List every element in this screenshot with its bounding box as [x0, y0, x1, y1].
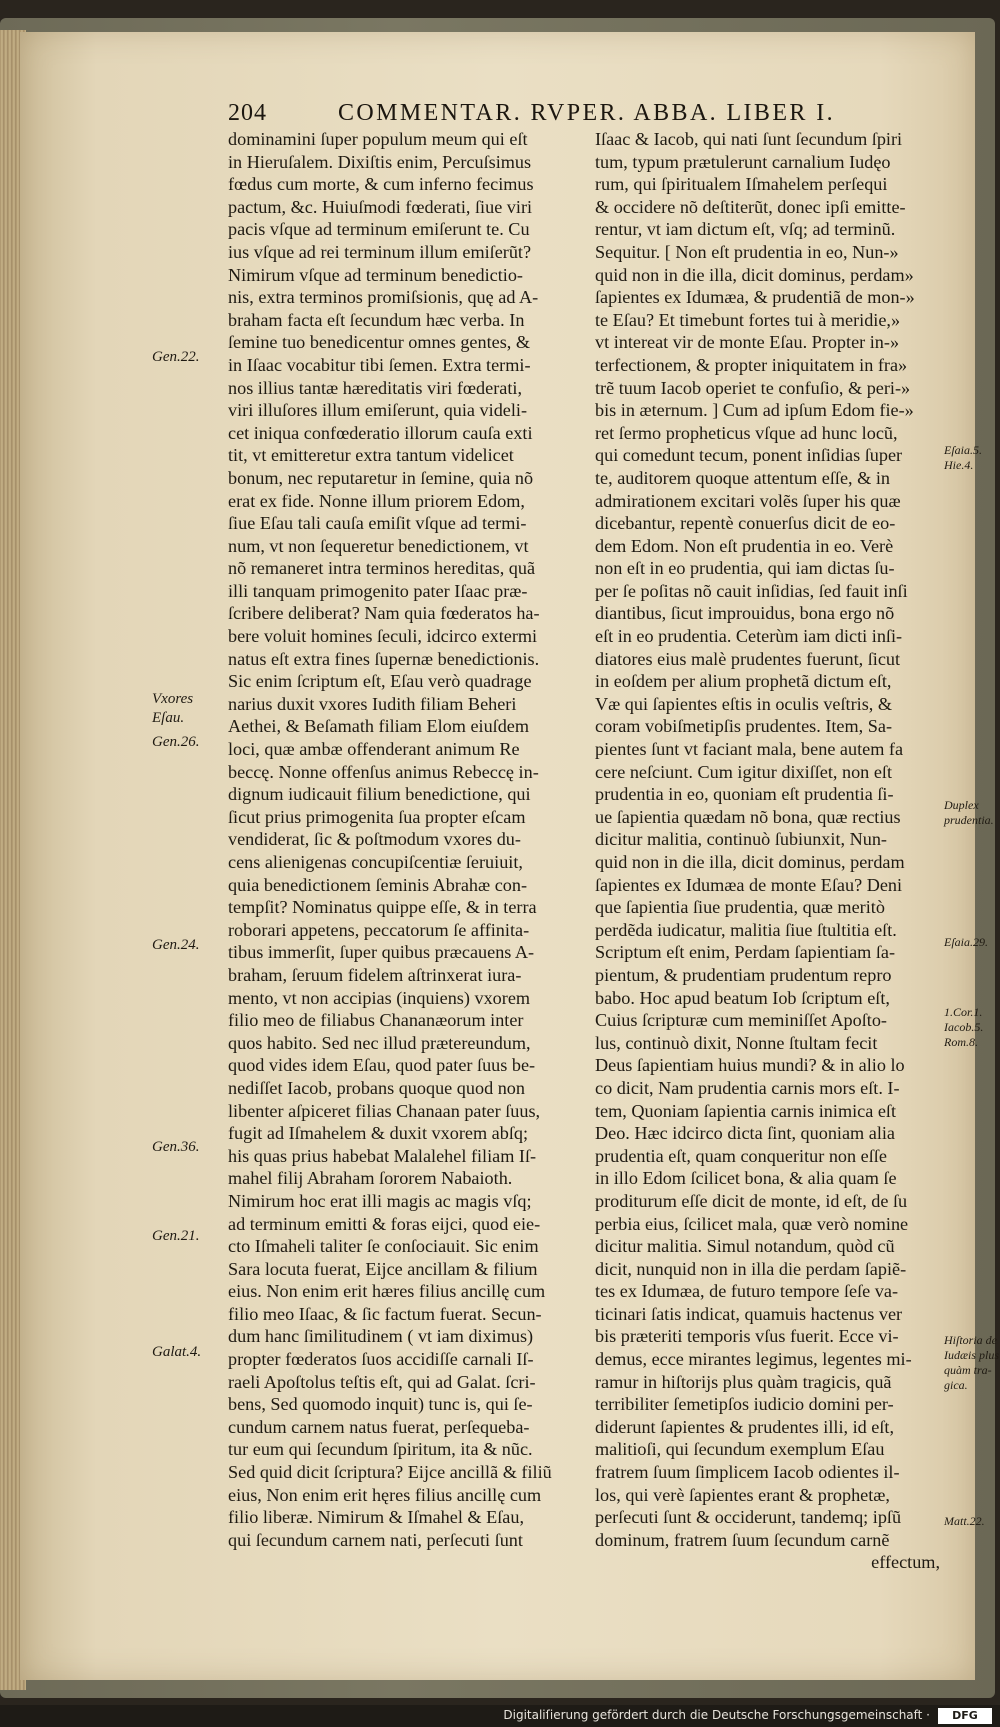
- text-line: co dicit, Nam prudentia carnis mors eſt. I-: [595, 1077, 900, 1098]
- text-line: pientum, & prudentiam prudentum repro: [595, 964, 892, 985]
- text-line: tempſit? Nominatus quippe eſſe, & in terra: [228, 897, 537, 918]
- text-line: perſecuti ſunt & occiderunt, tandemq; ipſũ: [595, 1507, 902, 1528]
- running-head: COMMENTAR. RVPER. ABBA. LIBER I.: [338, 100, 835, 126]
- text-line: dignum iudicauit filium benedictione, qui: [228, 784, 531, 805]
- text-line: cundum carnem natus fuerat, perſequeba-: [228, 1416, 530, 1437]
- text-line: prudentia in eo, quoniam eſt prudentia ſi-: [595, 784, 894, 805]
- text-line: in illo Edom ſcilicet bona, & alia quam ſe: [595, 1168, 897, 1189]
- text-line: eius, Non enim erit hęres filius ancillę cum: [228, 1484, 542, 1505]
- text-line: mahel filij Abraham ſororem Nabaioth.: [228, 1168, 513, 1189]
- text-line: raeli Apoſtolus teſtis eſt, qui ad Galat. ſcri-: [228, 1371, 536, 1392]
- text-line: Sara locuta fuerat, Eijce ancillam & filium: [228, 1258, 538, 1279]
- text-line: braham facta eſt ſecundum hæc verba. In: [228, 309, 525, 330]
- text-line: demus, ecce mirantes legimus, legentes mi-: [595, 1349, 912, 1370]
- text-line: cto Iſmaheli taliter ſe conſociauit. Sic enim: [228, 1236, 539, 1257]
- text-line: quid non in die illa, dicit dominus, perdam»: [595, 264, 914, 285]
- text-line: lus, continuò dixit, Nonne ſtultam fecit: [595, 1032, 878, 1053]
- text-line: bis in æternum. ] Cum ad ipſum Edom fie-»: [595, 400, 914, 421]
- text-line: trẽ tuum Iacob operiet te confuſio, & peri-»: [595, 377, 911, 398]
- text-line: Deus ſapientiam huius mundi? & in alio lo: [595, 1055, 905, 1076]
- margin-note-gen-26: Gen.26.: [152, 734, 200, 750]
- text-line: num, vt non ſequeretur benedictionem, vt: [228, 535, 529, 556]
- text-line: ad terminum emitti & foras eijci, quod eie-: [228, 1213, 541, 1234]
- text-line: que ſapientia ſiue prudentia, quæ meritò: [595, 897, 885, 918]
- text-line: tes ex Idumæa, de futuro tempore ſeſe va-: [595, 1281, 899, 1302]
- text-line: qui ſecundum carnem nati, perſecuti ſunt: [228, 1529, 523, 1550]
- text-line: nos illius tantæ hæreditatis viri fœderati,: [228, 377, 522, 398]
- text-line: dum hanc ſimilitudinem ( vt iam diximus): [228, 1326, 534, 1347]
- text-line: bis præteriti temporis vſus fuerit. Ecce vi-: [595, 1326, 899, 1347]
- text-line: dicitur malitia, continuò ſubiunxit, Nun-: [595, 829, 887, 850]
- text-line: ſiue Eſau tali cauſa emiſit vſque ad termi-: [228, 513, 527, 534]
- text-line: fugit ad Iſmahelem & duxit vxorem abſq;: [228, 1123, 529, 1144]
- text-line: erat ex fide. Nonne illum priorem Edom,: [228, 490, 525, 511]
- text-line: terribiliter ſemetipſos iudicio domini per-: [595, 1394, 894, 1415]
- text-line: admirationem excitari volẽs ſuper his quæ: [595, 490, 901, 511]
- text-line: narius duxit vxores Iudith filiam Beheri: [228, 693, 517, 714]
- text-line: in Hieruſalem. Dixiſtis enim, Percuſsimus: [228, 151, 532, 172]
- text-line: eſt in eo prudentia. Ceterùm iam dicti inſi-: [595, 626, 903, 647]
- text-line: los, qui verè ſapientes erant & prophetæ,: [595, 1484, 890, 1505]
- margin-note-gen-24: Gen.24.: [152, 937, 200, 953]
- text-line: malitioſi, qui ſecundum exemplum Eſau: [595, 1439, 885, 1460]
- left-text-column: [228, 128, 570, 1551]
- text-line: prudentia eſt, quam conqueritur non eſſe: [595, 1145, 887, 1166]
- text-line: dominamini ſuper populum meum qui eſt: [228, 129, 528, 149]
- text-line: Deo. Hæc idcirco dicta ſint, quoniam alia: [595, 1123, 896, 1144]
- margin-note-gen-21: Gen.21.: [152, 1228, 200, 1244]
- text-line: Nimirum vſque ad terminum benedictio-: [228, 264, 523, 285]
- text-line: fratrem ſuum ſimplicem Iacob odientes il-: [595, 1462, 900, 1483]
- text-line: dicit, nunquid non in illa die perdam ſapiẽ-: [595, 1258, 907, 1279]
- margin-note-cor-iacob-rom: 1.Cor.1. Iacob.5. Rom.8.: [944, 1005, 984, 1049]
- text-line: te, auditorem quoque attentum eſſe, & in: [595, 467, 890, 488]
- text-line: quod vides idem Eſau, quod pater ſuus be-: [228, 1055, 536, 1076]
- text-line: beccę. Nonne offenſus animus Rebeccę in-: [228, 761, 539, 782]
- margin-note-galat-4: Galat.4.: [152, 1344, 202, 1360]
- text-line: coram vobiſmetipſis prudentes. Item, Sa-: [595, 716, 892, 737]
- text-line: loci, quæ ambæ offenderant animum Re: [228, 739, 520, 760]
- text-line: quia benedictionem ſeminis Abrahæ con-: [228, 874, 528, 895]
- margin-note-vxores-esau: Vxores Eſau.: [152, 691, 194, 726]
- margin-note-gen-36: Gen.36.: [152, 1139, 200, 1155]
- margin-note-esaia-hie: Eſaia.5. Hie.4.: [944, 443, 982, 472]
- text-line: effectum,: [871, 1552, 940, 1573]
- text-line: ue ſapientia quædam nõ bona, quæ rectius: [595, 806, 901, 827]
- text-line: quid non in die illa, dicit dominus, perdam: [595, 852, 905, 872]
- text-line: libenter aſpiceret filias Chanaan pater ſuus,: [228, 1100, 541, 1121]
- text-line: tit, vt emitteretur extra tantum videlicet: [228, 445, 514, 466]
- text-line: perdẽda iudicatur, malitia ſiue ſtultitia eſt.: [595, 919, 897, 940]
- right-text-column: [595, 128, 950, 1574]
- footer-bar: [0, 1705, 1000, 1727]
- text-line: ius vſque ad rei terminum illum emiſerũt?: [228, 241, 532, 262]
- text-line: tum, typum prætulerunt carnalium Iudęo: [595, 151, 891, 172]
- text-line: Sed quid dicit ſcriptura? Eijce ancillã & filiũ: [228, 1462, 552, 1483]
- text-line: ſapientes ex Idumæa de monte Eſau? Deni: [595, 874, 903, 895]
- text-line: ſapientes ex Idumæa, & prudentiã de mon-»: [595, 287, 915, 308]
- text-line: mento, vt non accipias (inquiens) vxorem: [228, 987, 531, 1008]
- text-line: te Eſau? Et timebunt fortes tui à meridie,»: [595, 309, 901, 330]
- text-line: Scriptum eſt enim, Perdam ſapientiam ſa-: [595, 942, 896, 963]
- page-number: 204: [228, 100, 267, 126]
- text-line: Aethei, & Beſamath filiam Elom eiuſdem: [228, 716, 530, 737]
- text-line: ramur in hiſtorijs plus quàm tragicis, quã: [595, 1371, 892, 1392]
- text-line: cens alienigenas concupiſcentiæ ſeruiuit,: [228, 852, 523, 872]
- text-line: illi tanquam primogenito pater Iſaac præ-: [228, 580, 528, 601]
- text-line: filio meo de filiabus Chananæorum inter: [228, 1010, 524, 1031]
- text-line: dominum, fratrem ſuum ſecundum carnẽ: [595, 1529, 890, 1550]
- text-line: viri illuſores illum emiſerunt, quia videli-: [228, 400, 528, 421]
- text-line: nediſſet Iacob, probans quoque quod non: [228, 1077, 525, 1098]
- text-line: in eoſdem per alium prophetã dictum eſt,: [595, 671, 892, 692]
- text-line: nis, extra terminos promiſsionis, quę ad A-: [228, 287, 539, 308]
- text-line: perbia eius, ſcilicet mala, quæ verò nomine: [595, 1213, 909, 1234]
- text-line: propter fœderatos ſuos accidiſſe carnali Iſ-: [228, 1349, 534, 1370]
- text-line: in Iſaac vocabitur tibi ſemen. Extra termi-: [228, 354, 531, 375]
- text-line: rum, qui ſpiritualem Iſmahelem perſequi: [595, 174, 888, 195]
- text-line: rentur, vt iam dictum eſt, vſq; ad terminũ.: [595, 219, 896, 240]
- text-line: Cuius ſcripturæ cum meminiſſet Apoſto-: [595, 1010, 887, 1031]
- text-line: pientes ſunt vt faciant mala, bene autem fa: [595, 739, 904, 760]
- text-line: vt intereat vir de monte Eſau. Propter in-»: [595, 332, 900, 353]
- text-line: vendiderat, ſic & poſtmodum vxores du-: [228, 829, 521, 850]
- digitization-credit: Digitaliſierung gefördert durch die Deutsche Forschungsgemeinschaft ·: [503, 1708, 930, 1722]
- text-line: babo. Hoc apud beatum Iob ſcriptum eſt,: [595, 987, 890, 1008]
- text-line: bere voluit homines ſeculi, idcirco extermi: [228, 626, 538, 647]
- text-line: proditurum eſſe dicit de monte, id eſt, de ſu: [595, 1190, 908, 1211]
- text-line: non eſt in eo prudentia, qui iam dictas ſu-: [595, 558, 895, 579]
- text-line: qui comedunt tecum, ponent inſidias ſuper: [595, 445, 903, 466]
- text-line: his quas prius habebat Malalehel filiam Iſ-: [228, 1145, 537, 1166]
- margin-note-gen-22: Gen.22.: [152, 349, 200, 365]
- text-line: cet iniqua confœderatio illorum cauſa exti: [228, 422, 533, 443]
- text-line: Sequitur. [ Non eſt prudentia in eo, Nun-»: [595, 241, 899, 262]
- text-line: dem Edom. Non eſt prudentia in eo. Verè: [595, 535, 894, 556]
- text-line: ſcribere deliberat? Nam quia fœderatos ha-: [228, 603, 540, 624]
- margin-note-historia: Hiſtoria de Iudæis plus quàm tra- gica.: [944, 1333, 1000, 1392]
- text-line: filio meo Iſaac, & ſic factum fuerat. Secun-: [228, 1303, 542, 1324]
- text-line: tem, Quoniam ſapientia carnis inimica eſt: [595, 1100, 897, 1121]
- text-line: fœdus cum morte, & cum inferno fecimus: [228, 174, 534, 195]
- text-line: ret ſermo propheticus vſque ad hunc locũ,: [595, 422, 898, 443]
- margin-note-esaia-29: Eſaia.29.: [944, 935, 988, 949]
- text-line: eius. Non enim erit hæres filius ancillę cum: [228, 1281, 546, 1302]
- text-line: ſicut prius primogenita ſua propter eſcam: [228, 806, 526, 827]
- text-line: Iſaac & Iacob, qui nati ſunt ſecundum ſpiri: [595, 129, 903, 149]
- margin-note-matt-22: Matt.22.: [944, 1514, 985, 1528]
- text-line: terfectionem, & propter iniquitatem in fra»: [595, 354, 908, 375]
- text-line: cere neſciunt. Cum igitur dixiſſet, non eſt: [595, 761, 892, 782]
- text-line: Nimirum hoc erat illi magis ac magis vſq;: [228, 1190, 532, 1211]
- margin-note-duplex-prudentia: Duplex prudentia.: [944, 798, 994, 827]
- text-line: diatores eius malè prudentes fuerunt, ſicut: [595, 648, 901, 669]
- text-line: dicitur malitia. Simul notandum, quòd cũ: [595, 1236, 895, 1257]
- dfg-logo: DFG: [938, 1708, 992, 1724]
- text-line: nõ remaneret intra terminos hereditas, quã: [228, 558, 536, 579]
- text-line: filio liberæ. Nimirum & Iſmahel & Eſau,: [228, 1507, 524, 1528]
- text-line: ſemine tuo benedicentur omnes gentes, &: [228, 332, 531, 353]
- text-line: ticinari ſatis indicat, quamuis hactenus ver: [595, 1303, 903, 1324]
- text-line: diderunt ſapientes & prudentes illi, id eſt,: [595, 1416, 895, 1437]
- text-line: quos habito. Sed nec illud prætereundum,: [228, 1032, 531, 1053]
- text-line: bonum, nec reputaretur in ſemine, quia nõ: [228, 467, 534, 488]
- text-line: Sic enim ſcriptum eſt, Eſau verò quadrage: [228, 671, 532, 692]
- text-line: braham, ſeruum fidelem aſtrinxerat iura-: [228, 964, 522, 985]
- text-line: pacis vſque ad terminum emiſerunt te. Cu: [228, 219, 530, 240]
- text-line: roborari appetens, peccatorum ſe affinita-: [228, 919, 530, 940]
- text-line: pactum, &c. Huiuſmodi fœderati, ſiue viri: [228, 196, 533, 217]
- text-line: tibus immerſit, ſuper quibus præcauens A-: [228, 942, 535, 963]
- text-line: natus eſt extra fines ſupernæ benedictionis.: [228, 648, 540, 669]
- text-line: tur eum qui ſecundum ſpiritum, ita & nũc.: [228, 1439, 533, 1460]
- text-line: dicebantur, repentè conuerſus dicit de eo-: [595, 513, 896, 534]
- text-line: diantibus, ſicut improuidus, bona ergo nõ: [595, 603, 895, 624]
- text-line: Væ qui ſapientes eſtis in oculis veſtris, &: [595, 693, 893, 714]
- text-line: per ſe poſitas nõ cauit inſidias, ſed fauit inſi: [595, 580, 908, 601]
- text-line: bens, Sed quomodo inquit) tunc is, qui ſe-: [228, 1394, 533, 1415]
- text-line: & occidere nõ deſtiterũt, donec ipſi emitte-: [595, 196, 906, 217]
